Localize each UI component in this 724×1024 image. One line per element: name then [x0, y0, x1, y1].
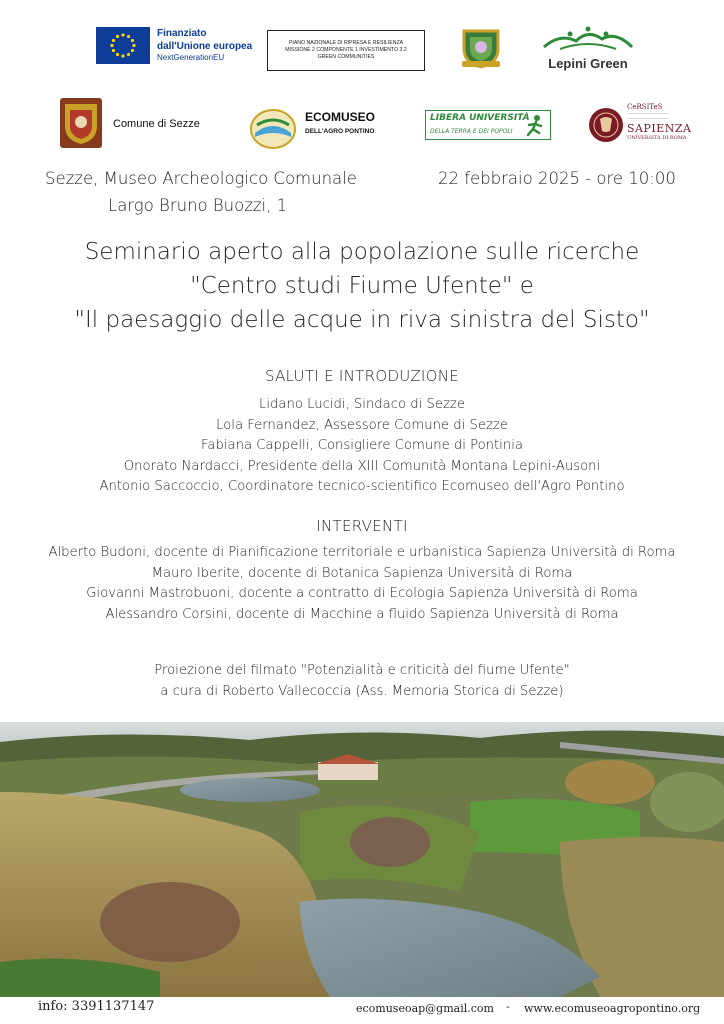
sapienza-subname: UNIVERSITÀ DI ROMA	[627, 135, 687, 141]
title-line-1: Seminario aperto alla popolazione sulle ricerche	[84, 239, 640, 265]
venue-line-2: Largo Bruno Buozzi, 1	[108, 196, 288, 215]
ecomuseo-title: ECOMUSEO	[305, 110, 376, 124]
cersites-label: CeRSITeS	[627, 103, 663, 111]
list-item: Antonio Saccoccio, Coordinatore tecnico-scientifico Ecomuseo dell'Agro Pontino	[99, 479, 625, 494]
list-item: Onorato Nardacci, Presidente della XIII Comunità Montana Lepini-Ausoni	[123, 458, 601, 474]
pnrr-box	[267, 30, 425, 71]
title-line-3: "Il paesaggio delle acque in riva sinistra del Sisto"	[74, 307, 650, 333]
sapienza-logo-text	[627, 103, 697, 141]
footer-info-phone: info: 3391137147	[38, 999, 155, 1014]
title-line-2: "Centro studi Fiume Ufente" e	[190, 273, 534, 299]
sapienza-name: SAPIENZA	[627, 122, 692, 135]
pnrr-line-1: PIANO NAZIONALE DI RIPRESA E RESILIENZA	[288, 40, 404, 46]
list-item: Alessandro Corsini, docente di Macchine a fluido Sapienza Università di Roma	[105, 606, 619, 622]
sapienza-seal-icon	[588, 105, 624, 145]
eu-line-2: dall'Unione europea	[157, 41, 253, 52]
cersites-fine-print-icon: ———————————— ————————————	[627, 111, 669, 120]
lepini-green-logo	[540, 25, 636, 71]
proiezione-line-2: a cura di Roberto Vallecoccia (Ass. Memoria Storica di Sezze)	[160, 683, 564, 699]
list-item: Mauro Iberite, docente di Botanica Sapienza Università di Roma	[151, 565, 573, 581]
venue-line-1: Sezze, Museo Archeologico Comunale	[45, 169, 357, 188]
runner-icon	[524, 114, 546, 137]
sezze-crest-icon	[58, 96, 104, 150]
list-item: Fabiana Cappelli, Consigliere Comune di Pontinia	[201, 438, 523, 453]
footer-separator: -	[506, 1000, 510, 1013]
pnrr-line-3: GREEN COMMUNITIES	[317, 54, 375, 60]
interventi-heading: INTERVENTI	[316, 517, 408, 535]
eu-funding-label	[157, 27, 267, 62]
list-item: Giovanni Mastrobuoni, docente a contratto di Ecologia Sapienza Università di Roma	[86, 586, 638, 601]
interventi-list	[0, 543, 724, 625]
pnrr-line-2: MISSIONE 2 COMPONENTE 1 INVESTIMENTO 3.2	[285, 47, 407, 53]
list-item: Alberto Budoni, docente di Pianificazione territoriale e urbanistica Sapienza Università di Roma	[48, 545, 676, 560]
proiezione-block	[0, 661, 724, 702]
community-crest-icon	[458, 27, 504, 69]
libera-universita-line-1: LIBERA UNIVERSITÀ	[430, 113, 530, 123]
saluti-list	[0, 395, 724, 498]
saluti-heading: SALUTI E INTRODUZIONE	[264, 367, 460, 385]
libera-universita-line-2: DELLA TERRA E DEI POPOLI	[430, 128, 513, 135]
footer-website-link[interactable]: www.ecomuseoagropontino.org	[524, 1002, 701, 1015]
comune-sezze-label: Comune di Sezze	[113, 118, 200, 130]
eu-line-1: Finanziato	[157, 28, 207, 39]
list-item: Lidano Lucidi, Sindaco di Sezze	[259, 397, 465, 412]
ecomuseo-subtitle: DELL'AGRO PONTINO	[305, 128, 375, 135]
lepini-green-name: Lepini Green	[548, 56, 628, 71]
footer-email-link[interactable]: ecomuseoap@gmail.com	[356, 1002, 494, 1015]
list-item: Lola Fernandez, Assessore Comune di Sezze	[216, 417, 508, 433]
eu-line-3: NextGenerationEU	[157, 53, 225, 62]
landscape-photo	[0, 722, 724, 997]
event-date: 22 febbraio 2025 - ore 10:00	[438, 169, 676, 188]
libera-universita-logo	[425, 110, 551, 140]
proiezione-line-1: Proiezione del filmato "Potenzialità e criticità del fiume Ufente"	[154, 663, 570, 678]
ecomuseo-logo-icon	[249, 105, 297, 149]
eu-flag-icon	[96, 27, 150, 64]
mountain-people-icon	[540, 25, 636, 51]
